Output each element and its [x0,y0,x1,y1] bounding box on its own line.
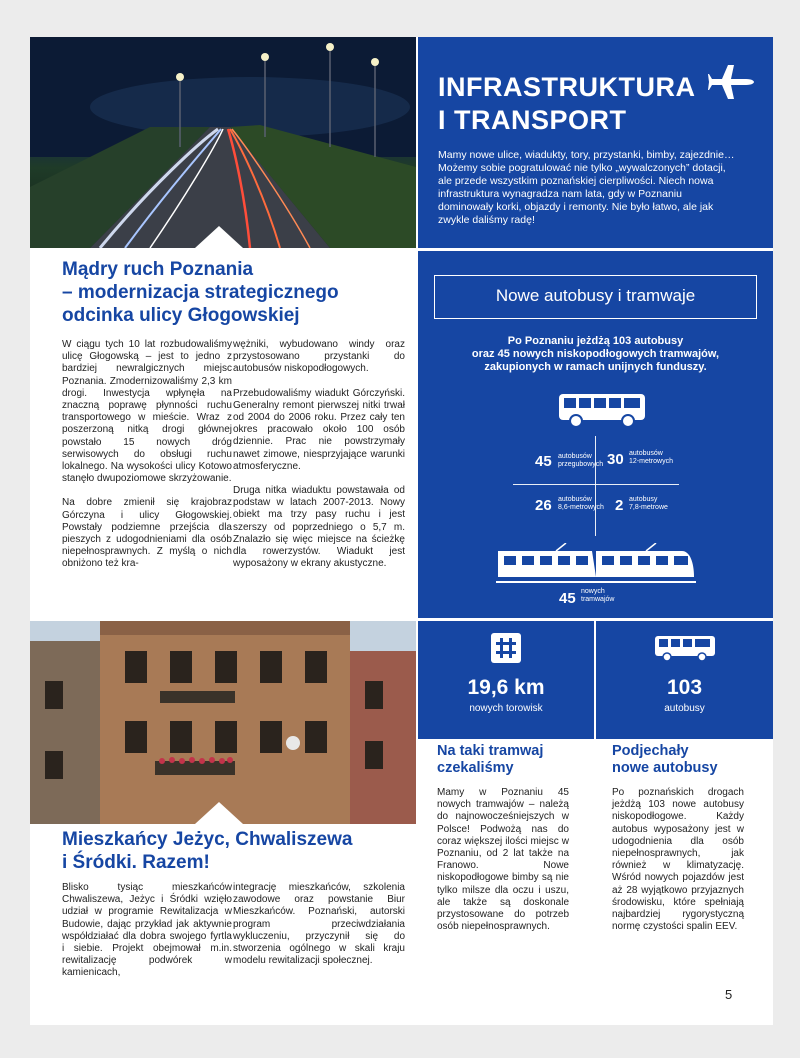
label-line: autobusów [558,496,592,503]
magazine-page [30,37,773,1025]
track-stat-panel [418,621,594,739]
article-column [233,339,405,582]
article-column [62,339,232,583]
photo-notch [195,226,243,248]
bus-label: autobusy [664,703,705,714]
stat-label [629,496,668,512]
heading-line: Na taki tramwaj [437,743,544,759]
tram-article-text: Mamy w Poznaniu 45 nowych tramwajów – należą do najnowocześniejszych w Polsce! Podwożą nas do coraz większej ilości miejsc w Poznaniu, od 2 lat także na Franowo. Nowe niskopodłogowe bimby są nie tylko milsze dla oczu i uszu, ale także są doskonale przystosowane do potrzeb osób niepełnosprawnych. [437,787,569,933]
building-illustration [30,621,416,824]
description-line: Po Poznaniu jeżdżą 103 autobusy [507,335,684,347]
label-line: 7,8-metrowe [629,504,668,511]
night-road-photo [30,37,416,248]
stat-number: 2 [615,497,624,514]
heading-line: odcinka ulicy Głogowskiej [62,305,300,326]
paragraph: wężniki, wybudowano windy oraz przystosowano przystanki do autobusów niskopodłogowych. [233,339,405,375]
label-line: autobusów [629,450,663,457]
stat-label [558,496,604,512]
bus-icon [654,635,716,663]
stat-number: 45 [559,590,576,607]
title-line: I TRANSPORT [438,105,627,135]
stat-number: 30 [607,451,624,468]
bus-icon [558,393,648,429]
tenement-building-photo [30,621,416,824]
label-line: 12-metrowych [629,458,673,465]
stats-title: Nowe autobusy i tramwaje [495,286,696,305]
stats-divider [513,484,679,485]
airplane-icon [708,61,756,103]
tram-article-heading [437,743,543,777]
heading-line: i Śródki. Razem! [62,852,210,873]
bus-stat-panel [596,621,773,739]
tram-icon [496,543,696,587]
label-line: nowych [581,588,605,595]
intro-panel [418,37,773,248]
paragraph: Druga nitka wiaduktu powstawała od podstaw w latach 2007-2013. Nowy obiekt ma trzy pasy ruchu i jest szerszy od poprzedniego o 5,7 m. Znalazło się więc miejsce na ścieżkę dla rowerzystów. Wiadukt jest wyposażony w ekrany akustyczne. [233,485,405,570]
stats-panel [418,251,773,618]
label-line: autobusów [558,453,592,460]
night-road-illustration [30,37,416,248]
stat-number: 26 [535,497,552,514]
heading-line: czekaliśmy [437,760,514,776]
heading-line: Mieszkańcy Jeżyc, Chwaliszewa [62,829,353,850]
article-column: integrację mieszkańców, szkolenia zawodowe oraz powstanie Biur Mieszkańców. Poznański, autorski program przeciwdziałania wykluczeniu, przyczynił się do stworzenia ogólnego w skali kraju modelu rewitalizacji społecznej. [233,882,405,967]
stat-label [581,588,614,604]
paragraph: Przebudowaliśmy wiadukt Górczyński. Generalny remont pierwszej nitki trwał od 2004 do 2006 roku. Przez cały ten okres pracowało około 100 osób dziennie. Prac nie powstrzymały nawet zimowe, niesprzyjające warunki atmosferyczne. [233,387,405,472]
track-label: nowych torowisk [469,703,543,714]
stat-label [629,450,673,466]
section-title [438,71,695,137]
heading-line: – modernizacja strategicznego [62,282,339,303]
paragraph: W ciągu tych 10 lat rozbudowaliśmy ulicę Głogowską – jest to jedno z bardziej newralgicznych miejsc Poznania. Zmodernizowaliśmy 2,3 km drogi. Inwestycja wpłynęła na znaczną poprawę płynności ruchu transportowego w mieście. Wraz z poszerzoną nitką drogi głównej powstało 15 nowych dróg serwisowych do obsługi ruchu lokalnego. Na wysokości ulicy Kotowo stanęło dwupoziomowe skrzyżowanie. [62,339,232,485]
label-line: tramwajów [581,596,615,603]
article-column: Blisko tysiąc mieszkańców Chwaliszewa, Jeżyc i Śródki wzięło udział w programie Rewitalizacja w Budowie, dając przykład jak aktywnie współdziałać dla dobra swojego fyrtla i siebie. Projekt obejmował m.in. rewitalizację podwórek w kamienicach, [62,882,232,979]
paragraph: Na dobre zmienił się krajobraz Górczyna i ulicy Głogowskiej. Powstały podziemne przejścia dla pieszych z udogodnieniami dla osób niepełnosprawnych. Z myślą o nich obniżono też kra- [62,497,232,570]
bus-count: 103 [666,676,703,699]
stats-description [458,335,733,374]
heading-line: Mądry ruch Poznania [62,259,254,280]
stat-number: 45 [535,453,552,470]
title-line: INFRASTRUKTURA [438,72,696,102]
heading-line: Podjechały [612,743,689,759]
bus-article-text: Po poznańskich drogach jeżdżą 103 nowe autobusy niskopodłogowe. Każdy autobus wyposażony jest w udogodnienia dla osób niepełnosprawnych, jak również w klimatyzację. Wśród nowych pojazdów jest aż 28 wyjątkowo przyjaznych środowisku, które spełniają najbardziej rygorystyczną normę czystości spalin EEV. [612,787,744,933]
description-line: zakupionych w ramach unijnych funduszy. [484,361,707,373]
heading-line: nowe autobusy [612,760,718,776]
track-length: 19,6 km [467,676,545,699]
label-line: przegubowych [558,461,604,468]
intro-text: Mamy nowe ulice, wiadukty, tory, przystanki, bimby, zajezdnie… Możemy sobie pogratulować nie tylko „wywalczonych” dotacji, ale przede wszystkim poznańskiej cierpliwości. Niech nowa infrastruktura wynagradza nam lata, gdy w Poznaniu dominowały korki, objazdy i remonty. Nie było łatwo, ale jak zwykle daliśmy radę! [438,149,735,226]
label-line: autobusy [629,496,658,503]
rail-track-icon [491,633,521,663]
page-number: 5 [725,987,733,1002]
article-heading [62,828,352,874]
photo-notch [195,802,243,824]
description-line: oraz 45 nowych niskopodłogowych tramwajów, [471,348,720,360]
stats-title-box [434,275,757,319]
stats-divider [595,436,596,536]
stat-label [558,453,603,469]
article-heading [62,258,339,327]
label-line: 8,6-metrowych [558,504,604,511]
bus-article-heading [612,743,718,777]
